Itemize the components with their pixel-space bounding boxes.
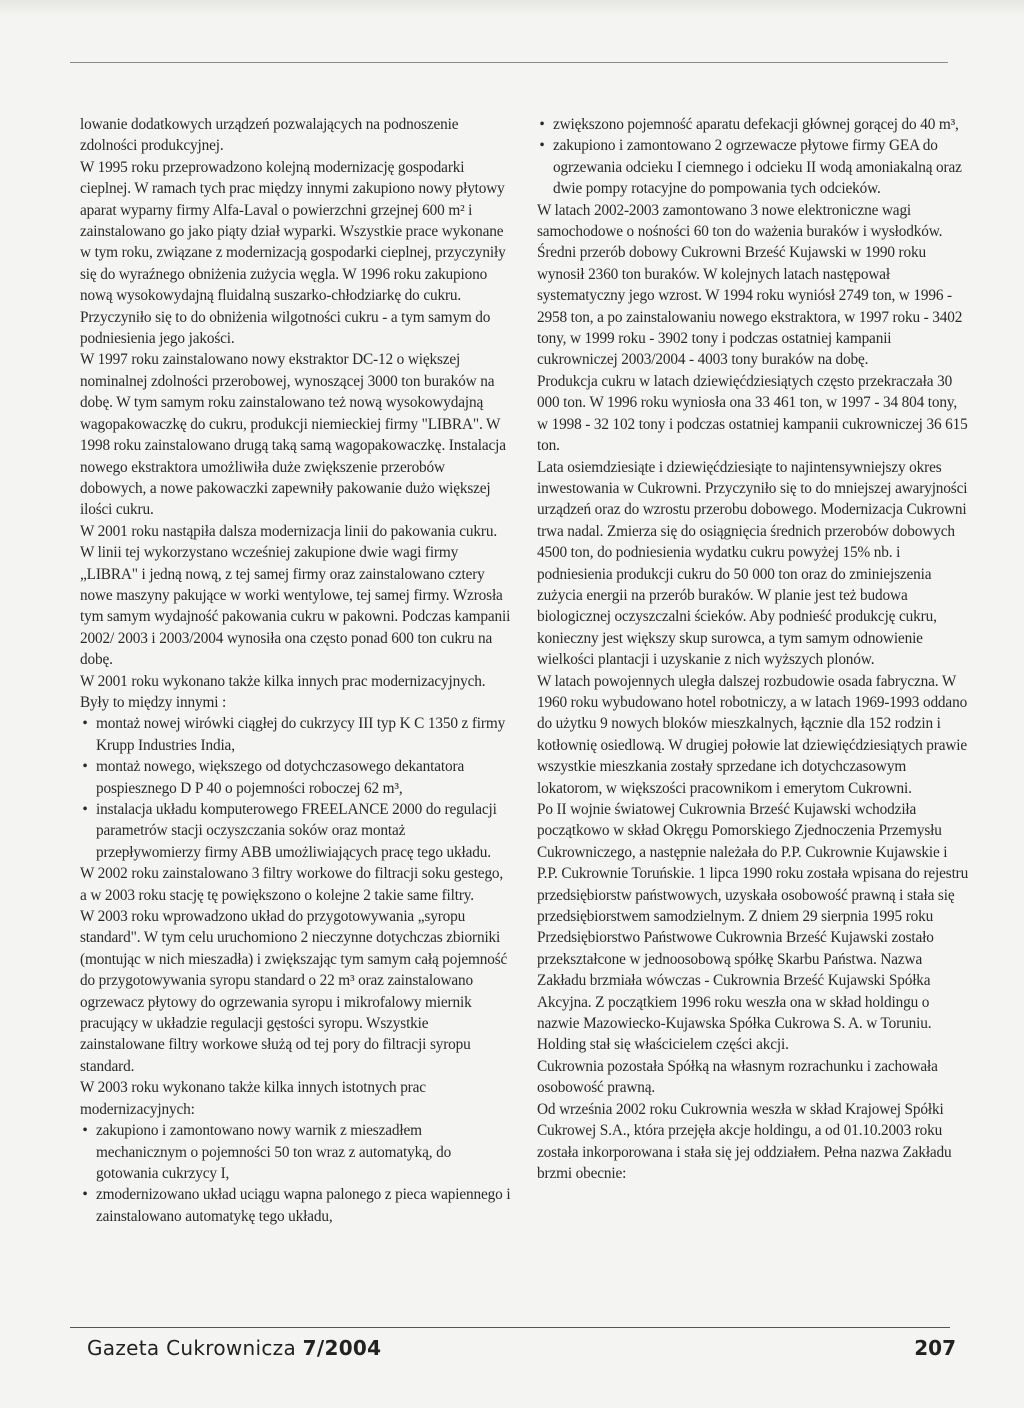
- bullet-icon: •: [82, 758, 88, 776]
- paragraph: W latach powojennych uległa dalszej rozbudowie osada fabryczna. W 1960 roku wybudowano hotel robotniczy, a w latach 1969-1993 oddano do użytku 9 nowych bloków mieszkalnych, łącznie dla 152 rodzin i kotłownię osiedlową. W drugiej połowie lat dziewięćdziesiątych prawie wszystkie mieszkania zostały sprzedane ich dotychczasowym lokatorom, w większości pracownikom i emerytom Cukrowni.: [537, 672, 968, 797]
- list-item-text: montaż nowej wirówki ciągłej do cukrzycy III typ K C 1350 z firmy Krupp Industries India,: [96, 715, 506, 754]
- list-item: [537, 114, 969, 135]
- right-column: [537, 114, 969, 1184]
- page-number: 207: [914, 1336, 956, 1360]
- paragraph: Średni przerób dobowy Cukrowni Brześć Kujawski w 1990 roku wynosił 2360 ton buraków. W kolejnych latach następował systematyczny jego wzrost. W 1994 roku wyniósł 2749 ton, w 1996 - 2958 ton, a po zainstalowaniu nowego ekstraktora, w 1997 roku - 3402 tony, w 1999 roku - 3902 tony i podczas ostatniej kampanii cukrowniczej 2003/2004 - 4003 tony buraków na dobę.: [537, 244, 963, 369]
- footer-journal-title: [87, 1336, 381, 1360]
- list-item: [80, 1120, 512, 1184]
- paragraph: Lata osiemdziesiąte i dziewięćdziesiąte to najintensywniejszy okres inwestowania w Cukrowni. Przyczyniło się to do mniejszej awaryjności urządzeń oraz do wzrostu przerobu dobowego. Modernizacja Cukrowni trwa nadal. Zmierza się do osiągnięcia średnich przerobów dobowych 4500 ton, do podniesienia wydatku cukru powyżej 15% nb. i podniesienia produkcji cukru do 50 000 ton oraz do zminiejszenia zużycia energii na przerób buraków. W planie jest też budowa biologicznej oczyszczalni ścieków. Aby podnieść produkcję cukru, konieczny jest większy skup surowca, a tym samym odnowienie wielkości plantacji i uzyskanie z nich wyższych plonów.: [537, 458, 968, 669]
- bullet-list: [80, 1120, 512, 1227]
- paragraph: W 2003 roku wprowadzono układ do przygotowywania „syropu standard". W tym celu uruchomiono 2 nieczynne dotychczas zbiorniki (montując w nich mieszadła) i zwiększając tym samym całą pojemność do przygotowywania syropu standard o 22 m³ oraz zainstalowano ogrzewacz płytowy do ogrzewania syropu i mikrofalowy miernik pracujący w układzie regulacji gęstości syropu. Wszystkie zainstalowane filtry workowe służą od tej pory do filtracji syropu standard.: [80, 908, 508, 1075]
- paragraph: W 1997 roku zainstalowano nowy ekstraktor DC-12 o większej nominalnej zdolności przerobowej, wynoszącej 3000 ton buraków na dobę. W tym samym roku zainstalowano też nową wysokowydajną wagopakowaczkę do cukru, produkcji niemieckiej firmy "LIBRA". W 1998 roku zainstalowano drugą taką samą wagopakowaczkę. Instalacja nowego ekstraktora umożliwiła duże zwiększenie przerobów dobowych, a nowe pakowaczki zapewniły pakowanie dużo większej ilości cukru.: [80, 351, 506, 519]
- bullet-list: [537, 114, 969, 200]
- top-rule: [70, 62, 948, 63]
- issue-number: 7/2004: [302, 1336, 382, 1360]
- paragraph: Po II wojnie światowej Cukrownia Brześć Kujawski wchodziła początkowo w skład Okręgu Pomorskiego Zjednoczenia Przemysłu Cukrowniczego, a następnie należała do P.P. Cukrownie Kujawskie i P.P. Cukrownie Toruńskie. 1 lipca 1990 roku została wpisana do rejestru przedsiębiorstw państwowych, uzyskała osobowość prawną i stała się przedsiębiorstwem samodzielnym. Z dniem 29 sierpnia 1995 roku Przedsiębiorstwo Państwowe Cukrownia Brześć Kujawski zostało przekształcone w jednoosobową spółkę Skarbu Państwa. Nazwa Zakładu brzmiała wówczas - Cukrownia Brześć Kujawski Spółka Akcyjna. Z początkiem 1996 roku weszła ona w skład holdingu o nazwie Mazowiecko-Kujawska Spółka Cukrowa S. A. w Toruniu. Holding stał się właścicielem części akcji.: [537, 801, 969, 1054]
- bullet-icon: •: [82, 1186, 88, 1204]
- bullet-icon: •: [539, 137, 545, 155]
- list-item-text: zwiększono pojemność aparatu defekacji głównej gorącej do 40 m³,: [553, 116, 959, 133]
- paragraph: W latach 2002-2003 zamontowano 3 nowe elektroniczne wagi samochodowe o nośności 60 ton do ważenia buraków i wysłodków.: [537, 201, 943, 241]
- list-item: [80, 799, 512, 863]
- paragraph: W 2001 roku wykonano także kilka innych prac modernizacyjnych. Były to między innymi :: [80, 672, 486, 711]
- journal-name: Gazeta Cukrownicza: [87, 1336, 296, 1360]
- footer-rule: [70, 1327, 950, 1328]
- list-item: [80, 756, 512, 799]
- bullet-list: [80, 713, 512, 863]
- paragraph: Cukrownia pozostała Spółką na własnym rozrachunku i zachowała osobowość prawną.: [537, 1057, 938, 1097]
- bullet-icon: •: [82, 1122, 88, 1140]
- list-item: [80, 1184, 512, 1227]
- bullet-icon: •: [82, 801, 88, 818]
- list-item-text: zmodernizowano układ uciągu wapna palonego z pieca wapiennego i zainstalowano automatykę tego układu,: [96, 1186, 511, 1225]
- bullet-icon: •: [539, 116, 545, 133]
- paragraph: W 2003 roku wykonano także kilka innych istotnych prac modernizacyjnych:: [80, 1079, 426, 1118]
- list-item-text: zakupiono i zamontowano nowy warnik z mieszadłem mechanicznym o pojemności 50 ton wraz z automatyką, do gotowania cukrzycy I,: [96, 1122, 452, 1182]
- list-item-text: zakupiono i zamontowano 2 ogrzewacze płytowe firmy GEA do ogrzewania odcieku I ciemnego i odcieku II wodą amoniakalną oraz dwie pompy rotacyjne do pompowania tych odcieków.: [553, 137, 962, 198]
- list-item: [80, 713, 512, 756]
- paragraph: Od września 2002 roku Cukrownia weszła w skład Krajowej Spółki Cukrowej S.A., która przejęła akcje holdingu, a od 01.10.2003 roku została inkorporowana i stała się jej oddziałem. Pełna nazwa Zakładu brzmi obecnie:: [537, 1100, 952, 1182]
- left-column: [80, 114, 512, 1227]
- paragraph: Produkcja cukru w latach dziewięćdziesiątych często przekraczała 30 000 ton. W 1996 roku wyniosła ona 33 461 ton, w 1997 - 34 804 tony, w 1998 - 32 102 tony i podczas ostatniej kampanii cukrowniczej 36 615 ton.: [537, 372, 968, 455]
- list-item-text: montaż nowego, większego od dotychczasowego dekantatora pospiesznego D P 40 o pojemności roboczej 62 m³,: [96, 758, 465, 797]
- list-item-text: instalacja układu komputerowego FREELANCE 2000 do regulacji parametrów stacji oczyszczania soków oraz montaż przepływomierzy firmy ABB umożliwiających pracę tego układu.: [96, 801, 497, 861]
- list-item: [537, 135, 969, 199]
- bullet-icon: •: [82, 715, 88, 733]
- paragraph: W 1995 roku przeprowadzono kolejną modernizację gospodarki cieplnej. W ramach tych prac między innymi zakupiono nowy płytowy aparat wyparny firmy Alfa-Laval o powierzchni grzejnej 600 m² i zainstalowano go jako piąty dział wyparki. Wszystkie prace wykonane w tym roku, związane z modernizacją gospodarki cieplnej, przyczyniły się do wyraźnego obniżenia zużycia węgla. W 1996 roku zakupiono nową wysokowydajną fluidalną suszarko-chłodziarkę do cukru. Przyczyniło się to do obniżenia wilgotności cukru - a tym samym do podniesienia jego jakości.: [80, 158, 506, 348]
- scan-edge-shadow: [0, 0, 1024, 16]
- paragraph: W 2002 roku zainstalowano 3 filtry workowe do filtracji soku gestego, a w 2003 roku stację tę powiększono o kolejne 2 takie same filtry.: [80, 865, 504, 904]
- paragraph: lowanie dodatkowych urządzeń pozwalających na podnoszenie zdolności produkcyjnej.: [80, 116, 459, 155]
- paragraph: W 2001 roku nastąpiła dalsza modernizacja linii do pakowania cukru. W linii tej wykorzystano wcześniej zakupione dwie wagi firmy „LIBRA" i jedną nową, z tej samej firmy oraz zainstalowano cztery nowe maszyny pakujące w worki wentylowe, tej samej firmy. Wzrosła tym samym wydajność pakowania cukru w pakowni. Podczas kampanii 2002/ 2003 i 2003/2004 wynosiła ona często ponad 600 ton cukru na dobę.: [80, 522, 511, 669]
